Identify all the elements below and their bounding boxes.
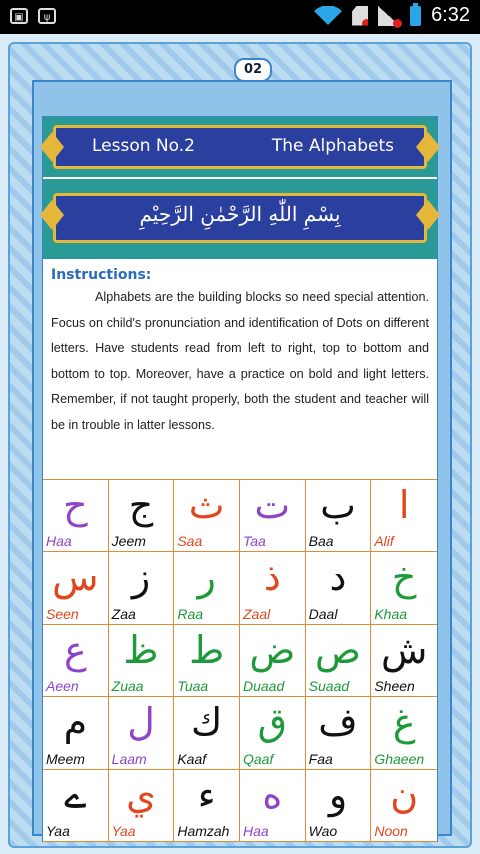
letter-name: Zuaa [111, 678, 144, 695]
letter-glyph: ه [262, 772, 283, 817]
letter-glyph: ث [188, 483, 225, 527]
letter-name: Duaad [242, 678, 285, 695]
letter-cell[interactable] [306, 770, 372, 842]
letter-name: Yaa [46, 823, 70, 839]
letter-glyph: ج [128, 483, 154, 527]
letter-glyph: ش [380, 627, 428, 672]
letter-name: Yaa [111, 823, 136, 839]
letter-cell[interactable] [306, 552, 372, 624]
letter-glyph: ے [64, 772, 87, 817]
letter-cell[interactable] [43, 552, 109, 624]
letter-cell[interactable] [240, 697, 306, 769]
letter-cell[interactable] [371, 770, 437, 842]
letter-name: Suaad [308, 678, 350, 695]
letter-glyph: غ [392, 700, 416, 745]
letter-glyph: ن [390, 772, 419, 817]
letter-name: Ghaeen [374, 750, 425, 767]
letter-name: Wao [308, 823, 338, 839]
instructions-heading: Instructions: [51, 267, 152, 283]
letter-glyph: ف [318, 700, 358, 745]
letter-name: Alif [374, 533, 394, 550]
letter-glyph: ا [398, 483, 410, 527]
lesson-title: The Alphabets [271, 136, 394, 156]
letter-glyph: ل [127, 700, 155, 745]
letter-cell[interactable] [174, 770, 240, 842]
letter-cell[interactable] [43, 770, 109, 842]
letter-glyph: خ [391, 555, 417, 600]
letter-name: Kaaf [177, 750, 207, 767]
letter-name: Hamzah [177, 823, 230, 839]
letter-name: Seen [46, 605, 79, 622]
letter-name: Saa [177, 533, 203, 550]
letter-name: Zaa [111, 605, 136, 622]
letter-name: Zaal [242, 605, 271, 622]
letter-glyph: د [329, 555, 347, 600]
letter-cell[interactable] [174, 625, 240, 697]
letter-cell[interactable] [109, 552, 175, 624]
letter-glyph: ق [257, 700, 288, 745]
letter-cell[interactable] [43, 625, 109, 697]
letter-name: Aeen [46, 678, 79, 695]
letter-cell[interactable] [306, 625, 372, 697]
letter-name: Raa [177, 605, 204, 622]
letter-name: Laam [111, 750, 147, 767]
letter-cell[interactable] [109, 770, 175, 842]
letter-cell[interactable] [43, 480, 109, 552]
letter-name: Baa [308, 533, 334, 550]
letter-cell[interactable] [109, 697, 175, 769]
letter-glyph: ز [131, 555, 151, 600]
letter-glyph: ض [249, 627, 296, 672]
letter-cell[interactable] [109, 480, 175, 552]
letter-cell[interactable] [109, 625, 175, 697]
alphabet-grid [43, 479, 437, 842]
letter-glyph: ظ [123, 627, 159, 672]
lesson-banner-panel [53, 125, 427, 169]
letter-glyph: ص [315, 627, 361, 672]
letter-cell[interactable] [43, 697, 109, 769]
letter-name: Haa [46, 533, 72, 550]
bismillah-banner [43, 179, 437, 259]
page-number: 02 [234, 58, 272, 82]
lesson-number: Lesson No.2 [92, 136, 195, 156]
letter-glyph: ع [63, 627, 87, 672]
letter-cell[interactable] [371, 625, 437, 697]
letter-cell[interactable] [240, 552, 306, 624]
status-bar [0, 0, 480, 34]
battery-icon [410, 6, 421, 26]
letter-glyph: ط [189, 627, 225, 672]
letter-glyph: ب [320, 483, 356, 527]
wifi-icon [314, 6, 342, 26]
instructions-text: Alphabets are the building blocks so need special attention. Focus on child's pronunciation and identification of Dots on different letters. Have students read from left to right, top to bottom and bottom to top. Moreover, have a practice on bold and light letters. Remember, if not taught properly, both the student and teacher will be in trouble in latter lessons. [51, 290, 429, 432]
letter-glyph: ت [254, 483, 291, 527]
letter-glyph: ك [190, 700, 223, 745]
usb-icon: ψ [38, 8, 56, 24]
signal-icon [378, 6, 400, 26]
letter-name: Sheen [374, 678, 415, 695]
letter-name: Meem [46, 750, 85, 767]
letter-cell[interactable] [371, 552, 437, 624]
letter-cell[interactable] [240, 625, 306, 697]
bismillah-panel [53, 193, 427, 243]
clock: 6:32 [431, 4, 470, 26]
letter-glyph: ي [126, 772, 156, 817]
letter-cell[interactable] [306, 480, 372, 552]
letter-cell[interactable] [371, 480, 437, 552]
letter-cell[interactable] [306, 697, 372, 769]
letter-name: Daal [308, 605, 338, 622]
letter-name: Taa [242, 533, 266, 550]
letter-cell[interactable] [174, 552, 240, 624]
notification-app-icon: ▣ [10, 8, 28, 24]
book-page[interactable] [0, 34, 480, 854]
lesson-banner [43, 117, 437, 177]
letter-name: Haa [242, 823, 269, 839]
letter-glyph: س [52, 555, 99, 600]
instructions-section [43, 261, 437, 479]
letter-glyph: ذ [263, 555, 281, 600]
letter-glyph: م [63, 700, 88, 745]
letter-glyph: ر [197, 555, 216, 600]
letter-cell[interactable] [371, 697, 437, 769]
lesson-content [42, 116, 438, 842]
letter-glyph: ح [63, 483, 88, 527]
letter-name: Faa [308, 750, 333, 767]
letter-cell[interactable] [174, 480, 240, 552]
letter-cell[interactable] [174, 697, 240, 769]
sd-card-icon [352, 6, 368, 26]
letter-name: Noon [374, 823, 408, 839]
letter-name: Khaa [374, 605, 408, 622]
letter-name: Qaaf [242, 750, 274, 767]
letter-glyph: و [328, 772, 348, 817]
letter-name: Tuaa [177, 678, 209, 695]
letter-name: Jeem [111, 533, 146, 550]
letter-cell[interactable] [240, 480, 306, 552]
letter-cell[interactable] [240, 770, 306, 842]
bismillah-text: بِسْمِ اللّٰهِ الرَّحْمٰنِ الرَّحِيْمِ [139, 202, 341, 226]
letter-glyph: ء [197, 772, 216, 817]
